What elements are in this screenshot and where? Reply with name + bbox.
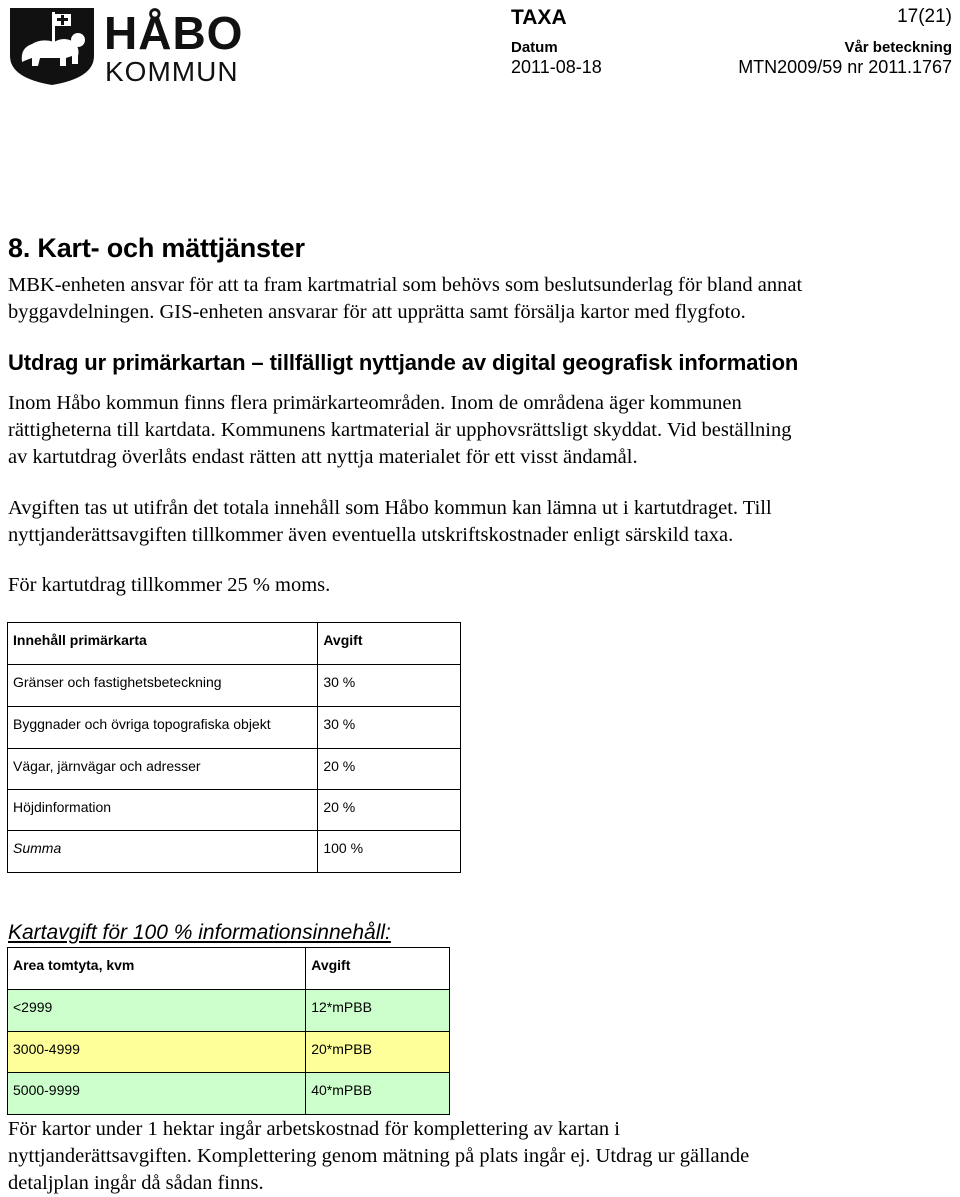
paragraph-2 xyxy=(8,495,958,549)
content-cell: Höjdinformation xyxy=(8,790,318,831)
total-row xyxy=(8,831,461,873)
paragraph-line: nyttjanderättsavgiften tillkommer även eventuella utskriftskostnader enligt särskild taxa. xyxy=(8,524,734,546)
document-type: TAXA xyxy=(511,6,567,29)
fee-cell: 20 % xyxy=(318,790,461,831)
table-row xyxy=(8,1073,450,1115)
fee-cell: 30 % xyxy=(318,707,461,749)
paragraph-line: nyttjanderättsavgiften. Komplettering genom mätning på plats ingår ej. Utdrag ur gällande xyxy=(8,1145,750,1167)
content-cell: Gränser och fastighetsbeteckning xyxy=(8,665,318,707)
table-row xyxy=(8,990,450,1032)
content-fee-table xyxy=(7,622,461,873)
content-cell: Byggnader och övriga topografiska objekt xyxy=(8,707,318,749)
paragraph-3 xyxy=(8,572,958,599)
fee-cell: 12*mPBB xyxy=(306,990,450,1032)
column-header: Avgift xyxy=(318,623,461,665)
intro-line: MBK-enheten ansvar för att ta fram kartmatrial som behövs som beslutsunderlag för bland annat xyxy=(8,274,803,296)
date-value: 2011-08-18 xyxy=(511,57,602,77)
table-header-row xyxy=(8,948,450,990)
paragraph-line: rättigheterna till kartdata. Kommunens kartmaterial är upphovsrättsligt skyddat. Vid beställning xyxy=(8,419,792,441)
fee-cell: 20*mPBB xyxy=(306,1032,450,1073)
column-header: Innehåll primärkarta xyxy=(8,623,318,665)
area-fee-table xyxy=(7,947,450,1115)
table-row xyxy=(8,749,461,790)
paragraph-line: av kartutdrag överlåts endast rätten att nyttja materialet för ett visst ändamål. xyxy=(8,446,638,468)
paragraph-1 xyxy=(8,390,958,471)
date-label: Datum xyxy=(511,39,558,56)
content-cell: Vägar, järnvägar och adresser xyxy=(8,749,318,790)
paragraph-line: För kartor under 1 hektar ingår arbetskostnad för komplettering av kartan i xyxy=(8,1118,620,1140)
total-label: Summa xyxy=(8,831,318,873)
fee-table-caption: Kartavgift för 100 % informationsinnehåll: xyxy=(8,921,391,944)
table-row xyxy=(8,1032,450,1073)
column-header: Avgift xyxy=(306,948,450,990)
logo-text-kommun: KOMMUN xyxy=(105,56,239,87)
footer-paragraph xyxy=(8,1116,958,1197)
table-row xyxy=(8,665,461,707)
paragraph-line: Avgiften tas ut utifrån det totala innehåll som Håbo kommun kan lämna ut i kartutdraget. Till xyxy=(8,497,772,519)
table-row xyxy=(8,707,461,749)
fee-cell: 20 % xyxy=(318,749,461,790)
fee-cell: 30 % xyxy=(318,665,461,707)
paragraph-line: Inom Håbo kommun finns flera primärkarteområden. Inom de områdena äger kommunen xyxy=(8,392,742,414)
logo-text-habo: HÅBO xyxy=(104,7,244,59)
column-header: Area tomtyta, kvm xyxy=(8,948,306,990)
area-cell: <2999 xyxy=(8,990,306,1032)
intro-paragraph xyxy=(8,272,958,326)
section-heading: 8. Kart- och mättjänster xyxy=(8,233,305,263)
reference-label: Vår beteckning xyxy=(844,39,952,56)
intro-line: byggavdelningen. GIS-enheten ansvarar för att upprätta samt försälja kartor med flygfoto. xyxy=(8,301,746,323)
vat-note: För kartutdrag tillkommer 25 % moms. xyxy=(8,574,331,596)
area-cell: 5000-9999 xyxy=(8,1073,306,1115)
total-value: 100 % xyxy=(318,831,461,873)
habo-kommun-logo xyxy=(8,4,244,87)
table-row xyxy=(8,790,461,831)
area-cell: 3000-4999 xyxy=(8,1032,306,1073)
table-header-row xyxy=(8,623,461,665)
paragraph-line: detaljplan ingår då sådan finns. xyxy=(8,1172,264,1194)
subheading: Utdrag ur primärkartan – tillfälligt nyttjande av digital geografisk information xyxy=(8,350,799,375)
fee-cell: 40*mPBB xyxy=(306,1073,450,1115)
reference-value: MTN2009/59 nr 2011.1767 xyxy=(738,57,952,77)
page-number: 17(21) xyxy=(897,6,952,27)
